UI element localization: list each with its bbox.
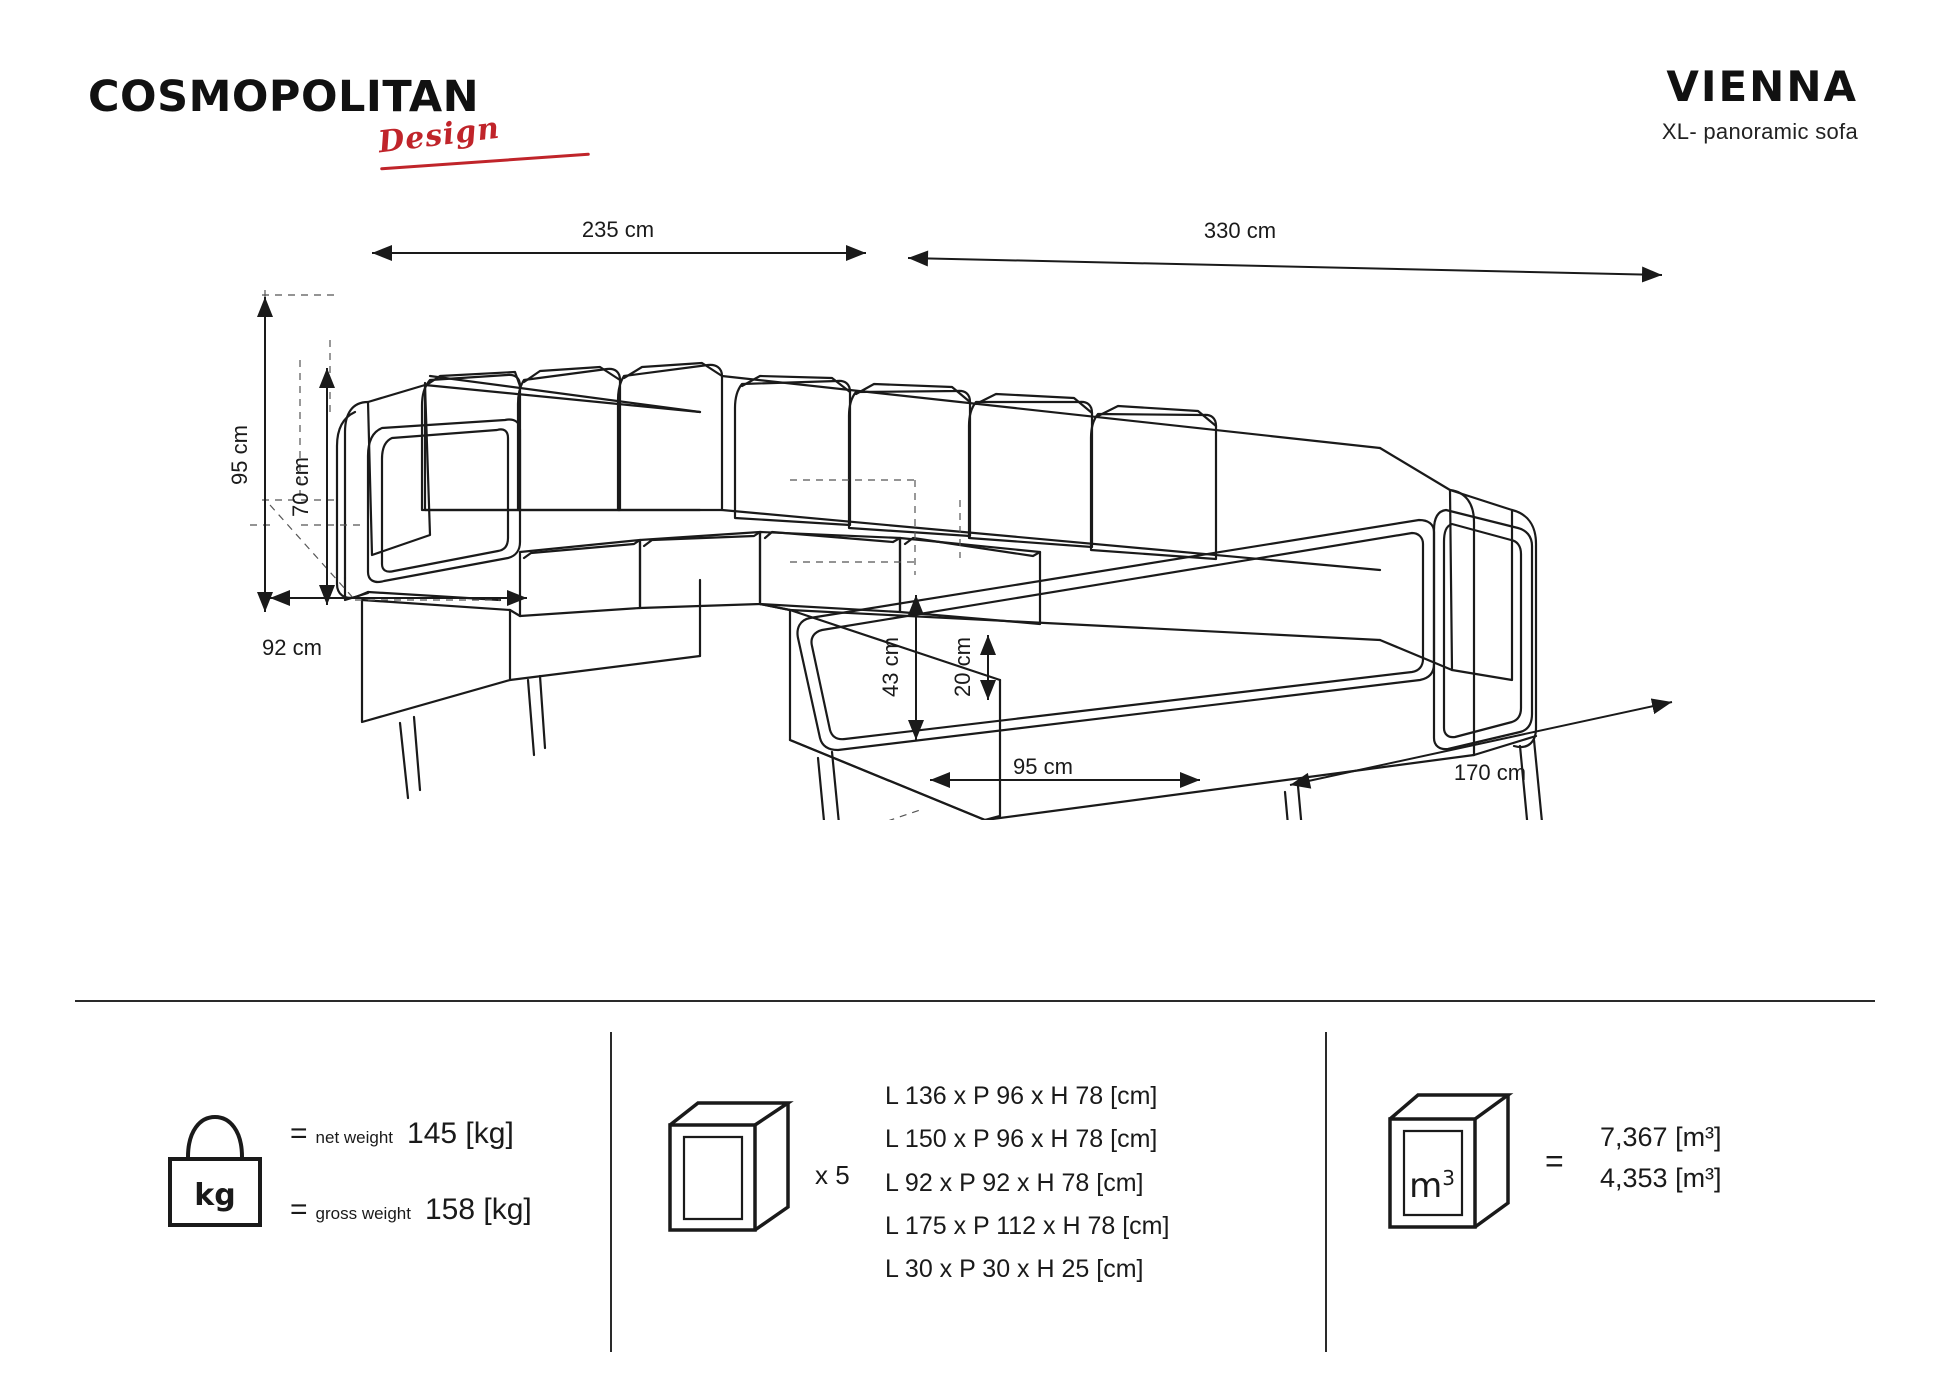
dim-20-seat: 20 cm: [950, 637, 975, 697]
dim-92-depth: 92 cm: [262, 635, 322, 660]
carton-box-icon: [660, 1095, 800, 1245]
volume-block: [1360, 1055, 1880, 1295]
dim-170-depth: 170 cm: [1453, 760, 1527, 785]
volume-value-net: 4,353 [m³]: [1600, 1162, 1722, 1193]
page-title: VIENNA: [1666, 62, 1858, 111]
brand-script: Design: [376, 110, 502, 161]
gross-weight-value: 158 [kg]: [424, 1193, 532, 1226]
product-subtitle: XL- panoramic sofa: [1661, 119, 1858, 144]
section-divider: [75, 1000, 1875, 1002]
weight-bag-icon: [160, 1097, 270, 1242]
net-weight-value: 145 [kg]: [407, 1117, 514, 1150]
dim-95-height: 95 cm: [227, 425, 252, 485]
dim-235: 235 cm: [581, 217, 655, 242]
brand-logo: [88, 72, 558, 162]
gross-weight-row: [290, 1193, 532, 1227]
volume-cube-icon: [1380, 1085, 1520, 1245]
weight-icon-text: kg: [194, 1178, 236, 1213]
volume-icon-text: $m^3$: [1409, 1166, 1455, 1206]
dim-95-chaise: 95 cm: [1013, 754, 1073, 779]
dim-330: 330 cm: [1203, 218, 1277, 243]
volume-value-gross: 7,367 [m³]: [1600, 1122, 1722, 1152]
dim-43-height: 43 cm: [878, 637, 903, 697]
vertical-divider-2: [1325, 1032, 1327, 1352]
volume-values: [1600, 1117, 1722, 1198]
list-item: L 30 x P 30 x H 25 [cm]: [885, 1255, 1144, 1283]
list-item: L 136 x P 96 x H 78 [cm]: [885, 1082, 1158, 1110]
equals-sign-volume: =: [1545, 1143, 1564, 1179]
dim-70-height: 70 cm: [288, 457, 313, 517]
equals-sign-net: =: [290, 1117, 308, 1150]
equals-sign-gross: =: [290, 1193, 308, 1226]
list-item: L 92 x P 92 x H 78 [cm]: [885, 1168, 1144, 1197]
product-title-block: [1662, 62, 1858, 145]
carton-count: x 5: [815, 1160, 850, 1190]
brand-name: COSMOPOLITAN: [88, 72, 480, 122]
net-weight-row: [290, 1117, 514, 1151]
cartons-block: [640, 1035, 1300, 1335]
sofa-technical-drawing: [0, 180, 1946, 820]
list-item: L 150 x P 96 x H 78 [cm]: [885, 1125, 1158, 1154]
weights-block: [140, 1075, 570, 1275]
carton-dimensions-list: [885, 1075, 1169, 1291]
gross-weight-label: gross weight: [315, 1204, 411, 1223]
net-weight-label: net weight: [315, 1128, 394, 1147]
list-item: L 175 x P 112 x H 78 [cm]: [885, 1211, 1170, 1240]
vertical-divider-1: [610, 1032, 612, 1352]
